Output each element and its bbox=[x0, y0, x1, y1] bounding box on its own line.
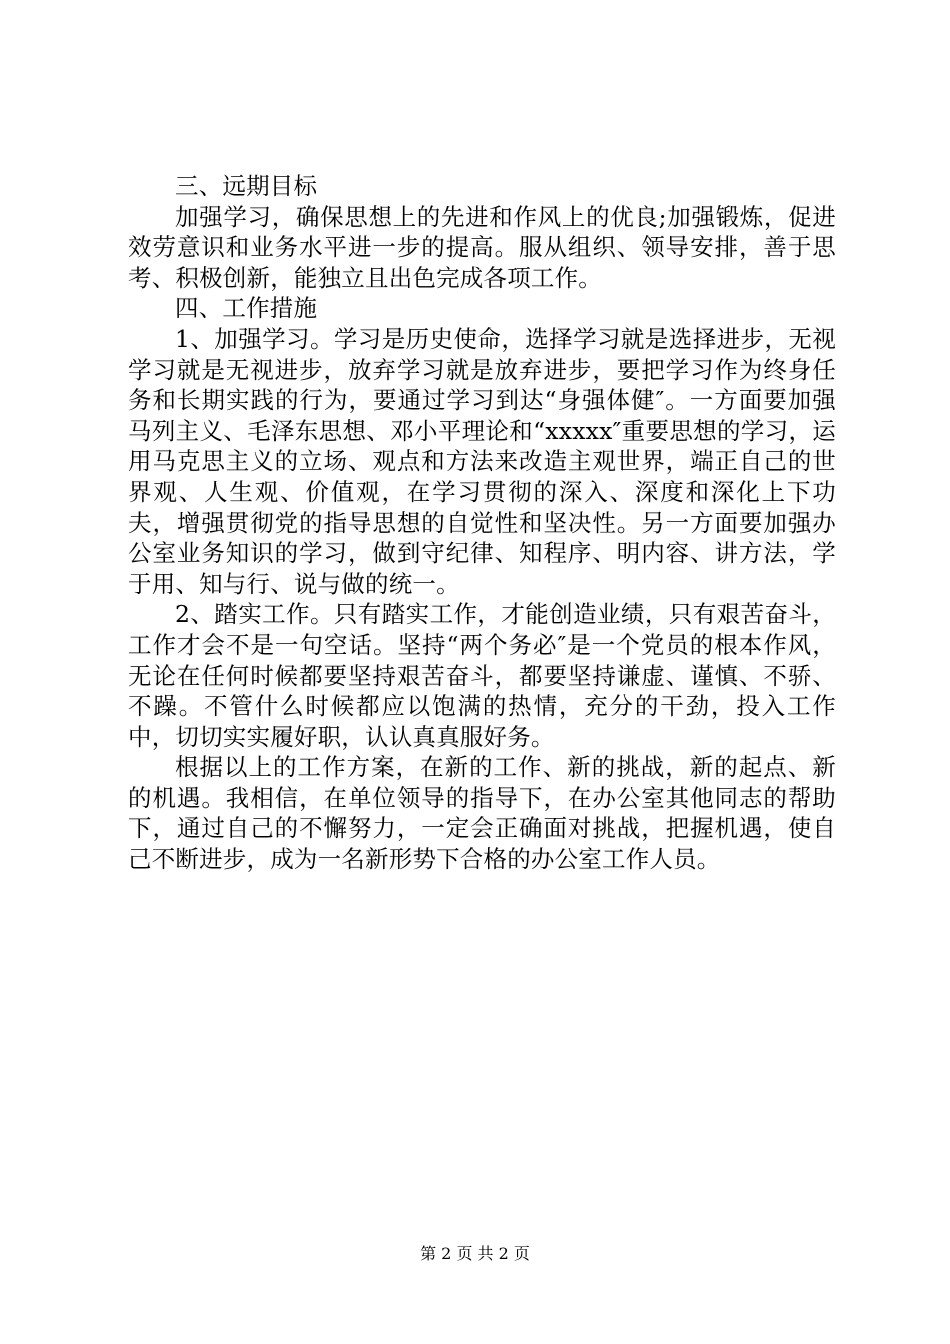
paragraph-measure-practical-work: 2、踏实工作。只有踏实工作，才能创造业绩，只有艰苦奋斗，工作才会不是一句空话。坚持“两个务必″是一个党员的根本作风，无论在任何时候都要坚持艰苦奋斗，都要坚持谦虚、谨慎、不骄、不躁。不管什么时候都应以饱满的热情，充分的干劲，投入工作中，切切实实履好职，认认真真服好务。 bbox=[128, 600, 836, 751]
section-heading-work-measures: 四、工作措施 bbox=[175, 294, 318, 323]
paragraph-conclusion: 根据以上的工作方案，在新的工作、新的挑战，新的起点、新的机遇。我相信，在单位领导的指导下，在办公室其他同志的帮助下，通过自己的不懈努力，一定会正确面对挑战，把握机遇，使自己不断进步，成为一名新形势下合格的办公室工作人员。 bbox=[128, 753, 836, 874]
section-heading-long-term-goals: 三、远期目标 bbox=[175, 172, 318, 200]
paragraph-long-term-goals: 加强学习，确保思想上的先进和作风上的优良;加强锻炼，促进效劳意识和业务水平进一步的提高。服从组织、领导安排，善于思考、积极创新，能独立且出色完成各项工作。 bbox=[128, 202, 836, 292]
document-body bbox=[128, 171, 836, 875]
paragraph-measure-strengthen-study: 1、加强学习。学习是历史使命，选择学习就是选择进步，无视学习就是无视进步，放弃学习就是放弃进步，要把学习作为终身任务和长期实践的行为，要通过学习到达“身强体健″。一方面要加强马列主义、毛泽东思想、邓小平理论和“xxxxx″重要思想的学习，运用马克思主义的立场、观点和方法来改造主观世界，端正自己的世界观、人生观、价值观，在学习贯彻的深入、深度和深化上下功夫，增强贯彻党的指导思想的自觉性和坚决性。另一方面要加强办公室业务知识的学习，做到守纪律、知程序、明内容、讲方法，学于用、知与行、说与做的统一。 bbox=[128, 324, 836, 598]
page-number-footer: 第 2 页 共 2 页 bbox=[420, 1244, 530, 1263]
